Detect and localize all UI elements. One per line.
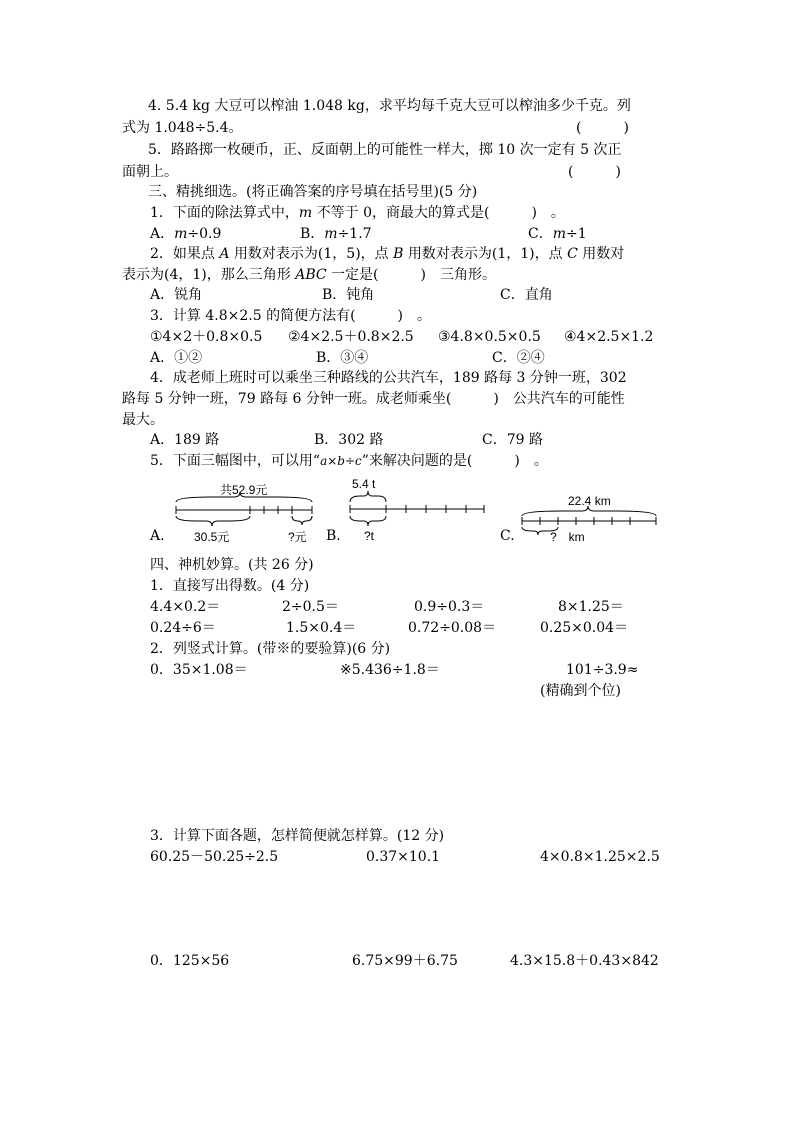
s4-p1-item: 0.9÷0.3＝ [414,599,485,615]
judge-q5-line1: 5．路路掷一枚硬币，正、反面朝上的可能性一样大，掷 10 次一定有 5 次正 [148,142,622,158]
fig-b-top-label: 5.4 t [352,477,376,491]
s4-p2-item: ※5.436÷1.8＝ [340,662,440,678]
fig-c-top-label: 22.4 km [568,494,611,508]
s4-p2-title: 2．列竖式计算。(带※的要验算)(6 分) [150,641,391,657]
s3-q4-option-b[interactable]: B．302 路 [314,432,384,448]
s4-p1-item: 1.5×0.4＝ [286,620,357,636]
s3-q5-figure-b [344,472,489,544]
s4-p3-item: 0．125×56 [150,953,230,969]
s3-q5-option-a-label[interactable]: A. [150,528,165,544]
s3-q3-stem: 3．计算 4.8×2.5 的简便方法有( ) 。 [150,308,431,324]
s4-p2-item: 101÷3.9≈ [566,662,639,678]
fig-a-question-label: ?元 [288,530,307,544]
s3-q5-option-c-label[interactable]: C. [500,528,515,544]
s3-q4-line1: 4．成老师上班时可以乘坐三种路线的公共汽车，189 路每 3 分钟一班，302 [150,370,627,386]
s3-q3-method-2: ②4×2.5＋0.8×2.5 [288,329,414,345]
s3-q1-stem: 1．下面的除法算式中，m 不等于 0，商最大的算式是( ) 。 [150,205,565,221]
fig-b-top-brace [350,491,386,502]
s4-p1-item: 4.4×0.2＝ [150,599,221,615]
s3-q4-option-c[interactable]: C．79 路 [482,432,543,448]
s3-q1-option-c[interactable]: C．m÷1 [528,226,587,242]
s4-p1-item: 8×1.25＝ [558,599,624,615]
s3-q4-option-a[interactable]: A．189 路 [150,432,220,448]
s4-p1-item: 0.25×0.04＝ [540,620,629,636]
s3-q3-method-3: ③4.8×0.5×0.5 [438,329,541,345]
s4-p3-item: 0.37×10.1 [366,849,441,865]
fig-b-bottom-brace [350,516,386,526]
s3-q3-option-a[interactable]: A．①② [150,350,203,366]
judge-q4-answer-paren[interactable]: ( ) [576,120,629,136]
s4-p1-title: 1．直接写出得数。(4 分) [150,578,310,594]
s4-p2-note: (精确到个位) [540,683,621,699]
fig-b-question-label: ?t [364,529,375,543]
s3-q1-option-b[interactable]: B．m÷1.7 [300,226,372,242]
fig-a-part-label: 30.5元 [194,530,230,544]
s3-q1-option-a[interactable]: A．m÷0.9 [150,226,222,242]
s3-q3-method-1: ①4×2＋0.8×0.5 [150,329,263,345]
section4-title: 四、神机妙算。(共 26 分) [150,557,314,573]
judge-q4-line1: 4. 5.4 kg 大豆可以榨油 1.048 kg，求平均每千克大豆可以榨油多少千克。列 [148,98,631,114]
s4-p3-item: 60.25－50.25÷2.5 [150,849,279,865]
s3-q2-option-c[interactable]: C．直角 [500,287,553,303]
s3-q2-option-a[interactable]: A．锐角 [150,287,203,303]
fig-c-question-label: ? km [550,530,585,544]
s3-q4-line2: 路每 5 分钟一班，79 路每 6 分钟一班。成老师乘坐( ) 公共汽车的可能性 [122,391,625,407]
section3-title: 三、精挑细选。(将正确答案的序号填在括号里)(5 分) [148,184,478,200]
s3-q5-figure-a [172,483,322,545]
s3-q5-option-b-label[interactable]: B. [326,528,341,544]
s3-q3-option-c[interactable]: C．②④ [492,350,545,366]
s4-p3-title: 3．计算下面各题，怎样简便就怎样算。(12 分) [150,828,445,844]
judge-q5-answer-paren[interactable]: ( ) [568,164,621,180]
s3-q5-stem: 5．下面三幅图中，可以用“a×b÷c”来解决问题的是( ) 。 [150,453,548,469]
fig-a-bottom-brace-right [292,516,312,525]
s4-p1-item: 0.24÷6＝ [150,620,216,636]
s3-q5-figure-c [518,488,663,546]
judge-q5-line2: 面朝上。 [122,164,178,180]
s4-p3-item: 6.75×99＋6.75 [352,953,458,969]
s3-q2-line1: 2．如果点 A 用数对表示为(1，5)，点 B 用数对表示为(1，1)，点 C 用数对 [150,246,625,262]
s4-p1-item: 0.72÷0.08＝ [408,620,497,636]
fig-a-bottom-brace-left [176,516,250,526]
s3-q3-option-b[interactable]: B．③④ [316,350,369,366]
s3-q2-option-b[interactable]: B．钝角 [322,287,375,303]
s3-q2-line2: 表示为(4，1)，那么三角形 ABC 一定是( ) 三角形。 [122,267,496,283]
s3-q3-method-4: ④4×2.5×1.2 [564,329,654,345]
s4-p3-item: 4×0.8×1.25×2.5 [540,849,660,865]
s3-q4-line3: 最大。 [122,412,164,428]
s4-p1-item: 2÷0.5＝ [282,599,339,615]
fig-a-total-label: 共52.9元 [220,483,268,497]
s4-p2-item: 0．35×1.08＝ [150,662,248,678]
judge-q4-line2: 式为 1.048÷5.4。 [122,120,243,136]
s4-p3-item: 4.3×15.8＋0.43×842 [510,953,659,969]
